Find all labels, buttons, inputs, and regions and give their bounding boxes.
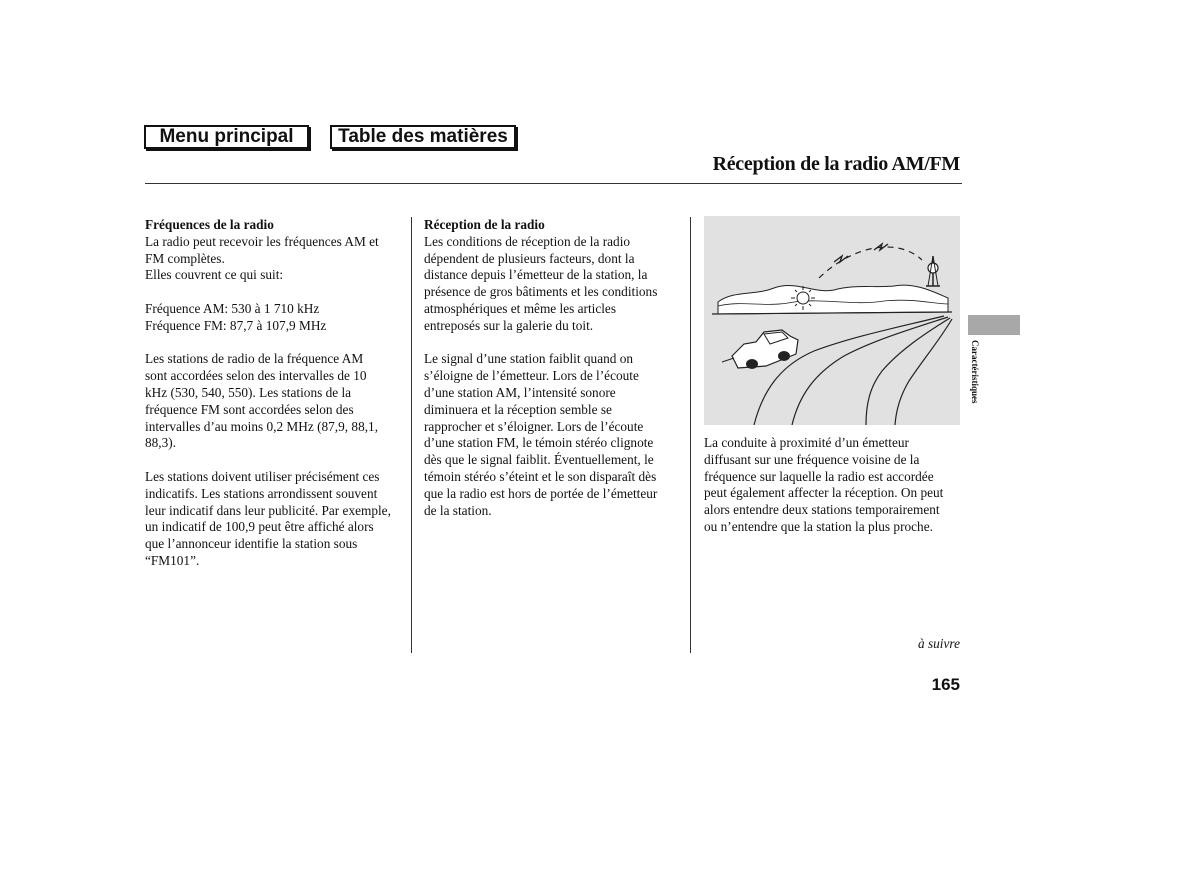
section-heading: Réception de la radio <box>424 217 545 232</box>
car-icon <box>722 330 798 369</box>
radio-tower-icon <box>926 256 940 286</box>
column-radio-reception <box>424 217 682 536</box>
paragraph: La conduite à proximité d’un émetteur diffusant sur une fréquence voisine de la fréquence sur laquelle la radio est accordée peut également affecter la réception. On peut alors entendre deux stations temporairement ou n’entendre que la station la plus proche. <box>704 435 944 534</box>
section-label: Caractéristiques <box>970 340 980 404</box>
table-of-contents-button[interactable]: Table des matières <box>330 125 516 149</box>
header-divider <box>145 183 962 184</box>
column-divider <box>690 217 691 653</box>
page-title: Réception de la radio AM/FM <box>712 153 960 175</box>
paragraph: Les stations de radio de la fréquence AM sont accordées selon des intervalles de 10 kHz (530, 540, 550). Les stations de la fréquence FM sont accordées selon des intervalles d’au moins 0,2 MHz (87,9, 88,1, 88,3). <box>145 351 379 451</box>
column-nearby-transmitter <box>704 435 966 553</box>
main-menu-button[interactable]: Menu principal <box>144 125 309 149</box>
signal-wave-icon <box>819 244 922 278</box>
paragraph: Le signal d’une station faiblit quand on s’éloigne de l’émetteur. Lors de l’écoute d’une station AM, l’intensité sonore diminuera et la réception semble se rapprocher et s’éloigner. Lors de l’écoute d’une station FM, le témoin stéréo clignote dès que le signal faiblit. Éventuellement, le témoin stéréo s’éteint et le son disparaît dès que la radio est hors de portée de l’émetteur de la station. <box>424 351 658 518</box>
page-number: 165 <box>931 675 960 694</box>
reception-illustration <box>704 216 960 425</box>
column-divider <box>411 217 412 653</box>
continued-note: à suivre <box>918 636 960 651</box>
section-heading: Fréquences de la radio <box>145 217 274 232</box>
column-radio-frequencies <box>145 217 400 587</box>
paragraph: Fréquence AM: 530 à 1 710 kHz Fréquence FM: 87,7 à 107,9 MHz <box>145 300 327 333</box>
paragraph: La radio peut recevoir les fréquences AM et FM complètes. Elles couvrent ce qui suit: <box>145 233 379 283</box>
paragraph: Les conditions de réception de la radio dépendent de plusieurs facteurs, dont la distance depuis l’émetteur de la station, la présence de gros bâtiments et les conditions atmosphériques et même les articles entreposés sur la galerie du toit. <box>424 233 658 333</box>
paragraph: Les stations doivent utiliser précisément ces indicatifs. Les stations arrondissent souvent leur indicatif dans leur publicité. Par exemple, un indicatif de 100,9 peut être affiché alors que l’annonceur identifie la station sous “FM101”. <box>145 468 391 568</box>
section-tab <box>968 315 1020 335</box>
